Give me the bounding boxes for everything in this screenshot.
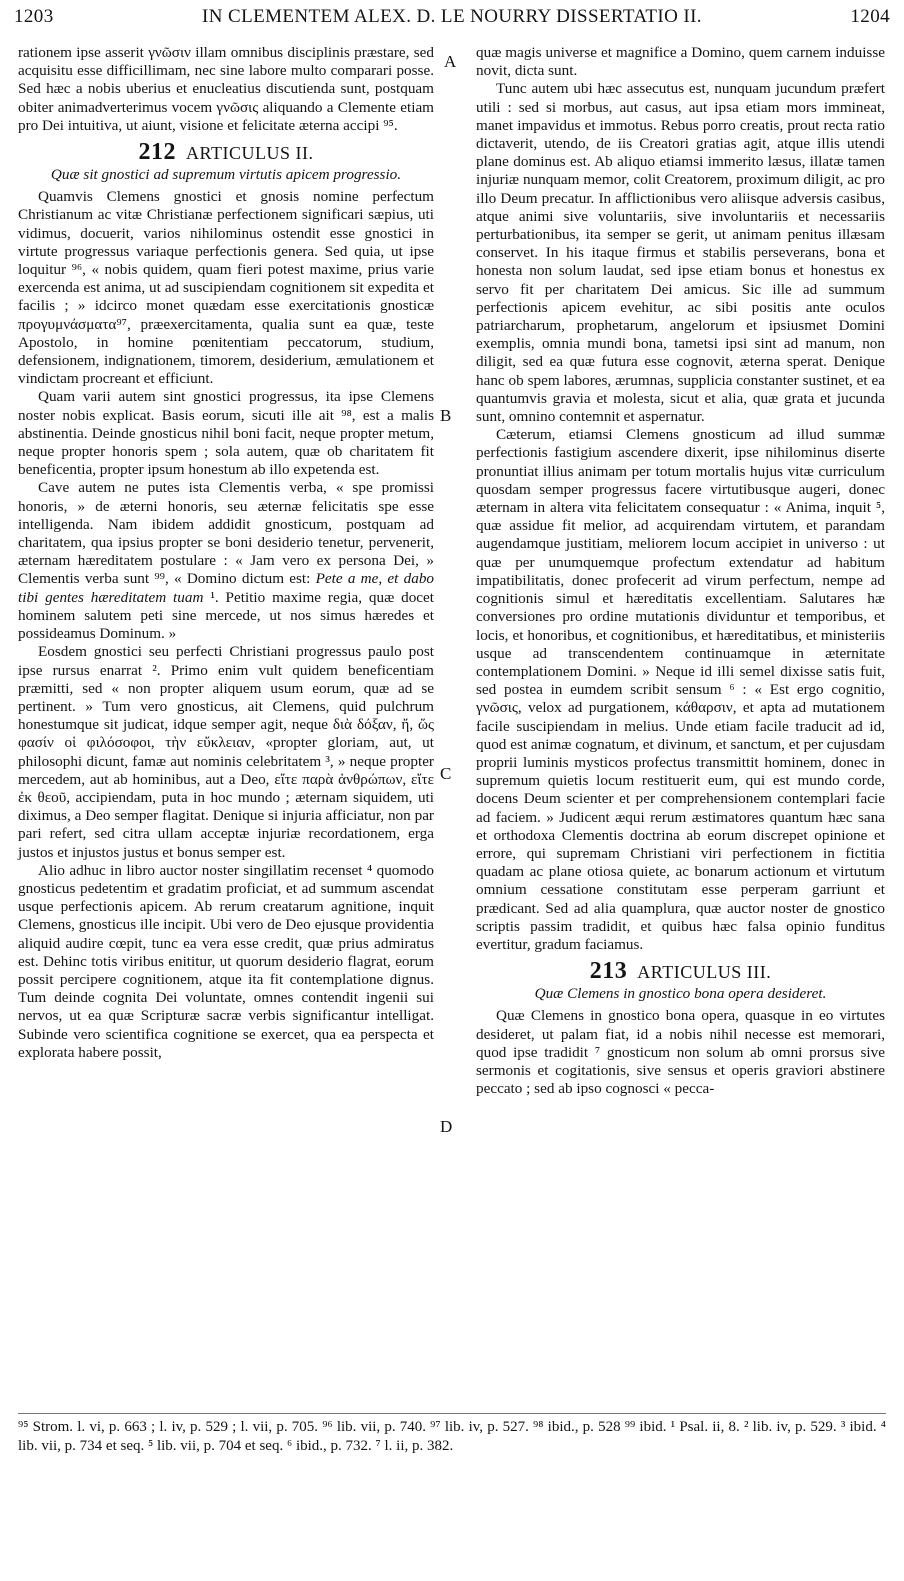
- running-header: [14, 6, 890, 34]
- article-number: 212: [138, 139, 177, 166]
- paragraph: Quæ Clemens in gnostico bona opera, quasque in eo virtutes desideret, ut palam fiat, id a nobis nihil necesse est memorari, quod ipse tradidit ⁷ gnosticum non solum ab omni prorsus sive sermonis et cogitationis, sive sensus et operis graviori abstinere peccato ; sed ab ipso cognosci « pecca-: [476, 1007, 885, 1098]
- article-heading: [18, 141, 434, 164]
- margin-marker-a: A: [444, 52, 457, 71]
- article-heading: [476, 960, 885, 983]
- article-label: ARTICULUS II.: [186, 143, 314, 164]
- article-subtitle: Quæ sit gnostici ad supremum virtutis apicem progressio.: [50, 166, 402, 184]
- paragraph-text: Cave autem ne putes ista Clementis verba, « spe promissi honoris, » de æterni honoris, seu æternæ felicitatis spe esse intelligenda. Nam ibidem addidit gnosticum, postquam ad charitatem, qua ipsius propter se boni desiderio tenetur, pervenerit, æternam hæreditatem postulare : « Jam vero ex persona Dei, » Clementis verba sunt ⁹⁹, « Domino dictum est:: [18, 479, 434, 588]
- paragraph: quæ magis universe et magnifice a Domino, quem carnem induisse novit, dicta sunt.: [476, 44, 885, 80]
- article-label: ARTICULUS III.: [637, 962, 772, 983]
- paragraph: Alio adhuc in libro auctor noster singillatim recenset ⁴ quomodo gnosticus pedetentim et gradatim proficiat, et ad summum ascendat usque perfectionis apicem. Ab rerum creatarum agnitione, inquit Clemens, gnosticus ille incipit. Ubi vero de Deo ejusque providentia aliquid audire cœpit, tunc ea vera esse credit, quæ prius admiratus est. Dehinc totis viribus enititur, ut quorum desiderio flagrat, eorum possit percipere cognitionem, atque ita fit contemplatione dignus. Tum deinde cognita Dei voluntate, omnes contendit ingenii sui nervos, ut ea quæ Scripturæ sacræ verbis significantur intelligat. Subinde vero scientifica cognitione se exercet, qua ea perspecta et explorata habere possit,: [18, 861, 434, 1061]
- paragraph: Cæterum, etiamsi Clemens gnosticum ad illud summæ perfectionis fastigium ascendere dixerit, ipse nihilominus diserte pronuntiat illius animam per totum mortalis hujus vitæ curriculum quosdam semper progressus facere virtutibusque augeri, donec æternam in altera vita felicitatem consequatur : « Anima, inquit ⁵, quæ assidue fit melior, ad acquirendam virtutem, et parandam augendamque justitiam, meliorem locum accipiet in universo : ut quæ per unumquemque profectum extendatur ad habitum impatibilitatis, donec profecerit ad virum perfectum, nempe ad cognitionis simul et hæreditatis excellentiam. Salutares hæ conversiones pro ordine mutationis dividuntur et temporibus, et locis, et honoribus, et cognitionibus, et hæreditatibus, et ministeriis usque ad transcendentem continuamque in æternitate contemplationem Domini. » Neque id illi semel dixisse satis fuit, sed postea in eumdem scribit sensum ⁶ : « Est ergo cognitio, γνῶσις, velox ad purgationem, κάθαρσιν, et apta ad mutationem facile suscipiendam in melius. Unde etiam facile traducit ad id, quod est animæ cognatum, et divinum, et sanctum, et per cujusdam proprii luminis mysticos profectus transmittit hominem, donec in supremum quietis locum restituerit eum, qui est mundo corde, docens Deum scienter et per comprehensionem contemplari facie ad faciem. » Judicent æqui rerum æstimatores quantum hæc sana et orthodoxa Clementis doctrina ab eorum discrepet opinione et errore, qui supremam Christiani viri perfectionem in fictitia quadam ac plane otiosa quiete, ac bonarum actionum et virtutum omnium cessatione constitutam esse perperam garriunt et prædicant. Sed ad alia quamplura, quæ auctor noster de gnostico scriptis passim tradidit, et quibus hæc falsa opinio funditus evertitur, gradum faciamus.: [476, 426, 885, 953]
- footnote-rule: [18, 1413, 886, 1414]
- left-column: [18, 44, 434, 1062]
- margin-marker-b: B: [440, 406, 452, 425]
- paragraph: Eosdem gnostici seu perfecti Christiani progressus paulo post ipse rursus enarrat ². Primo enim vult quidem beneficentiam præmitti, sed « non propter aliquem usum eorum, quæ ad se pertinent. » Tum vero gnosticus, ait Clemens, quid pulchrum honestumque sit judicat, idque semper agit, neque διὰ δόξαν, ἤ, ὥς φασίν οἱ φιλόσοφοι, τὴν εὔκλειαν, «propter gloriam, aut, ut philosophi dicunt, famæ aut nominis celebritatem ³, » neque propter mercedem, aut ab hominibus, aut a Deo, εἴτε παρὰ ἀνθρώπων, εἴτε ἐκ θεοῦ, accipiendam, puta in hoc mundo ; æternam siquidem, uti diximus, a Deo semper flagitat. Denique si injuria afficiatur, non par pari refert, sed citra ullam acceptæ injuriæ recordationem, erga justos et injustos justus et bonus semper est.: [18, 643, 434, 861]
- article-subtitle: Quæ Clemens in gnostico bona opera desideret.: [534, 985, 827, 1003]
- paragraph: Quamvis Clemens gnostici et gnosis nomine perfectum Christianum ac vitæ Christianæ perfectionem significari sæpius, uti vidimus, docuerit, varios nihilominus ostendit esse gnostici in virtute progressus variaque perfectionis genera. Sed quia, ut ipse loquitur ⁹⁶, « nobis quidem, quam fieri potest maxime, prius varie exercenda est anima, ut ad suscipiendam cognitionem sit expedita et facilis ; » idcirco monet quædam esse exercitationis gnosticæ προγυμνάσματα⁹⁷, præexercitamenta, qualia sunt ea quæ, teste Apostolo, in homine pœnitentiam peccatorum, studium, defensionem, indignationem, timorem, desiderium, æmulationem et vindictam procreant et efficiunt.: [18, 188, 434, 388]
- page-number-right: 1204: [850, 6, 890, 27]
- paragraph: Tunc autem ubi hæc assecutus est, nunquam jucundum præfert utili : sed si morbus, aut casus, aut ipsa etiam mors immineat, manet impavidus et immotus. Rebus porro creatis, prout recta ratio dictaverit, utendo, de iis Creatori gratias agit, atque illis utendi plane dominus est. Ab aliquo etiamsi immerito læsus, illatæ tamen injuriæ nunquam memor, colit Creatorem, proximum diligit, ac pro illo Deum precatur. In afflictionibus vero aliisque adversis casibus, atque animi sive voluntariis, sive involuntariis et necessariis perturbationibus, ita semper se gerit, ut animam penitus illæsam conservet. In his itaque firmus et stabilis perseverans, bona et honesta non solum laudat, sed ipse etiam bonus et honestus ex servo fit per charitatem Dei amicus. Sic ille ad summum perfectionis apicem evehitur, ac sibi positis ante oculos patriarcharum, prophetarum, angelorum et ipsiusmet Domini exemplis, omnia mundi bona, tametsi ipsi sint ad manum, non diligit, sed ea quæ futura esse cognovit, æterna sperat. Denique hanc ob spem labores, ærumnas, supplicia constanter sustinet, et ea quantumvis gravia et molesta, sicut et alia, quæ grata et jucunda sunt, omnino contemnit et aspernatur.: [476, 80, 885, 426]
- margin-marker-c: C: [440, 764, 452, 783]
- paragraph-text: ¹. Petitio maxime regia, quæ docet hominem salutem peti sine mercede, ut nos simus hæredes et possideamus Dominum. »: [18, 588, 435, 643]
- page-number-left: 1203: [14, 6, 54, 27]
- footnote-text: ⁹⁵ Strom. l. vi, p. 663 ; l. iv, p. 529 ; l. vii, p. 705. ⁹⁶ lib. vii, p. 740. ⁹⁷ lib. iv, p. 527. ⁹⁸ ibid., p. 528 ⁹⁹ ibid. ¹ Psal. ii, 8. ² lib. iv, p. 529. ³ ibid. ⁴ lib. vii, p. 734 et seq. ⁵ lib. vii, p. 704 et seq. ⁶ ibid., p. 732. ⁷ l. ii, p. 382.: [18, 1419, 886, 1454]
- footnotes: [18, 1418, 886, 1455]
- running-title: IN CLEMENTEM ALEX. D. LE NOURRY DISSERTATIO II.: [202, 6, 702, 27]
- article-number: 213: [589, 958, 628, 985]
- margin-marker-d: D: [440, 1117, 453, 1136]
- paragraph: rationem ipse asserit γνῶσιν illam omnibus disciplinis præstare, sed acquisitu esse difficillimam, nec sine labore multo comparari posse. Sed hæc a nobis uberius et enucleatius discutienda sunt, postquam obiter animadverterimus vocem γνῶσις aliquando a Clemente etiam pro Dei intuitiva, ut aiunt, visione et felicitate æterna accipi ⁹⁵.: [18, 44, 434, 134]
- scripture-quote: Pete a me, et dabo tibi gentes hæreditatem tuam: [18, 570, 435, 606]
- paragraph: Quam varii autem sint gnostici progressus, ita ipse Clemens noster nobis explicat. Basis eorum, sicuti ille ait ⁹⁸, est a malis abstinentia. Deinde gnosticus nihil boni facit, neque propter metum, neque propter honoris spem ; sola autem, quæ ob charitatem fit beneficentia, propter ipsum honestum ab illo expetenda est.: [18, 388, 434, 479]
- right-column: [476, 44, 885, 1098]
- paragraph: [18, 479, 434, 643]
